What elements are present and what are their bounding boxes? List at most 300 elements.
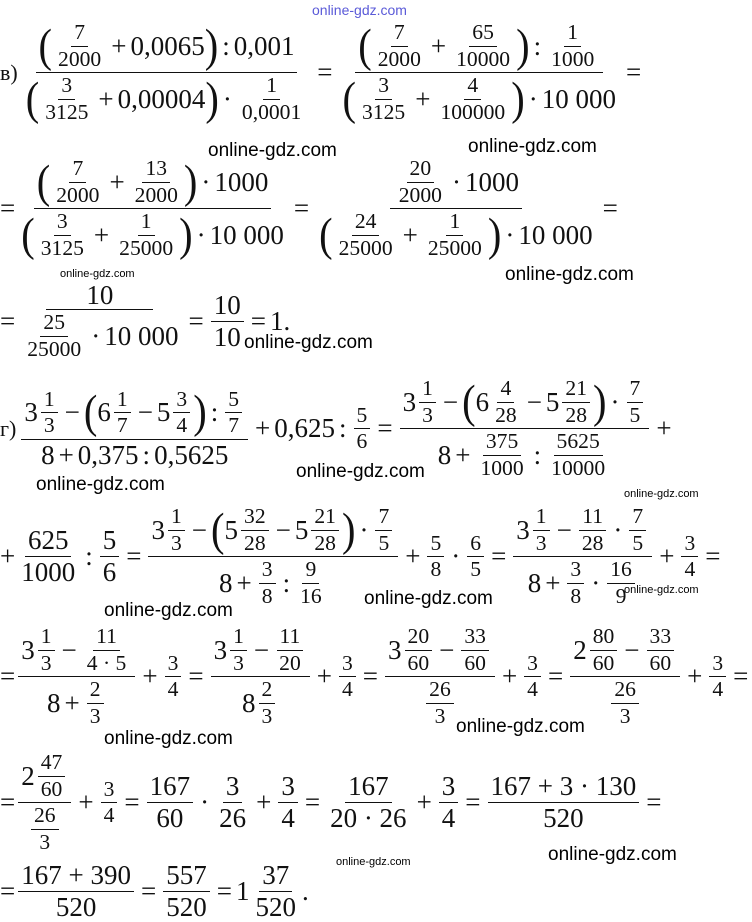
math-token: 3 bbox=[439, 773, 459, 803]
watermark: online-gdz.com bbox=[624, 488, 699, 500]
math-token: : bbox=[533, 30, 542, 61]
math-token: 60 bbox=[649, 650, 672, 675]
math-token: 3 bbox=[39, 829, 51, 854]
math-token: · bbox=[610, 386, 620, 417]
fraction bbox=[116, 211, 176, 259]
math-token: · bbox=[451, 166, 461, 197]
math-token: + bbox=[109, 166, 125, 197]
math-token: 9 bbox=[615, 583, 627, 608]
math-token: + bbox=[111, 30, 127, 61]
math-token: 5 bbox=[470, 557, 482, 582]
math-token: 8 bbox=[527, 567, 542, 598]
math-token: = bbox=[0, 305, 16, 336]
fraction bbox=[42, 75, 91, 123]
fraction bbox=[426, 679, 454, 727]
fraction bbox=[579, 506, 607, 554]
fraction bbox=[425, 211, 485, 259]
math-token: 4 bbox=[712, 677, 724, 702]
math-token: 0,0065 bbox=[130, 30, 205, 61]
math-token: 2000 bbox=[56, 182, 100, 207]
math-token: 0,00004 bbox=[117, 83, 206, 114]
fraction bbox=[627, 378, 644, 426]
math-token: 5 bbox=[632, 530, 644, 555]
math-token: 7 bbox=[627, 378, 644, 403]
math-token: 625 bbox=[25, 527, 72, 557]
math-token: + bbox=[455, 439, 471, 470]
watermark: online-gdz.com bbox=[548, 844, 677, 865]
fraction bbox=[165, 650, 182, 702]
math-token: = bbox=[547, 661, 564, 692]
fraction bbox=[53, 158, 102, 206]
math-token: ) bbox=[593, 375, 607, 428]
fraction bbox=[18, 752, 71, 853]
math-token: 65 bbox=[469, 22, 497, 47]
math-token: 25000 bbox=[27, 336, 82, 361]
math-token: 3 bbox=[402, 386, 417, 417]
fraction bbox=[453, 22, 513, 70]
fraction bbox=[647, 626, 675, 674]
math-token: + bbox=[430, 30, 447, 61]
line-v2 bbox=[0, 155, 622, 261]
fraction bbox=[477, 431, 526, 479]
math-token: · bbox=[200, 787, 210, 818]
fraction bbox=[439, 773, 459, 832]
math-token: 3 bbox=[40, 650, 52, 675]
math-token: ( bbox=[358, 19, 372, 72]
math-token: + bbox=[58, 439, 74, 470]
watermark: online-gdz.com bbox=[364, 588, 493, 609]
math-token: 3 bbox=[21, 634, 35, 665]
math-token: 25 bbox=[40, 312, 68, 337]
fraction bbox=[147, 773, 194, 832]
math-token: 2000 bbox=[58, 46, 102, 71]
fraction bbox=[241, 506, 269, 554]
math-token: 28 bbox=[314, 530, 336, 555]
fraction bbox=[461, 626, 489, 674]
fraction bbox=[278, 773, 298, 832]
math-token: 80 bbox=[590, 626, 618, 651]
math-token: = bbox=[140, 876, 157, 906]
math-token: 1 bbox=[138, 211, 155, 236]
fraction bbox=[18, 155, 287, 261]
math-token: = bbox=[250, 305, 266, 336]
math-token: · bbox=[91, 320, 101, 351]
math-token: · bbox=[196, 219, 206, 250]
math-token: 32 bbox=[241, 506, 269, 531]
math-token: = bbox=[124, 787, 140, 818]
math-token: = bbox=[317, 57, 333, 88]
math-token: + bbox=[501, 661, 518, 692]
math-token: 1 bbox=[419, 378, 436, 403]
math-token: 2 bbox=[87, 679, 104, 704]
math-token: 28 bbox=[581, 530, 604, 555]
math-token: 3 bbox=[213, 634, 228, 665]
line-g5 bbox=[0, 862, 309, 921]
math-token: 26 bbox=[219, 803, 247, 834]
math-token: 3 bbox=[709, 653, 726, 678]
label-g: г) bbox=[0, 415, 17, 441]
math-token: 1000 bbox=[21, 557, 76, 588]
math-token: 3 bbox=[261, 703, 273, 728]
fraction bbox=[18, 626, 135, 727]
math-token: 2 bbox=[21, 760, 35, 791]
math-token: 3 bbox=[259, 559, 276, 584]
fraction bbox=[359, 75, 408, 123]
math-token: ( bbox=[38, 19, 53, 72]
math-token: 100000 bbox=[440, 99, 506, 124]
math-token: + bbox=[402, 219, 418, 250]
math-token: = bbox=[362, 661, 379, 692]
math-token: ) bbox=[204, 19, 219, 72]
math-token: = bbox=[377, 413, 393, 444]
math-token: 5625 bbox=[554, 431, 603, 456]
math-token: 0,5625 bbox=[154, 439, 229, 470]
math-token: 1 bbox=[269, 305, 284, 336]
fraction bbox=[709, 650, 726, 702]
fraction bbox=[488, 773, 640, 832]
math-token: 1 bbox=[114, 389, 131, 414]
math-token: 3 bbox=[101, 779, 118, 804]
math-token: 8 bbox=[437, 439, 452, 470]
math-token: 7 bbox=[116, 413, 128, 438]
fraction bbox=[38, 752, 66, 800]
fraction bbox=[492, 378, 520, 426]
watermark: online-gdz.com bbox=[468, 136, 597, 157]
math-token: · bbox=[528, 83, 538, 114]
math-token: 4 bbox=[167, 677, 179, 702]
fraction bbox=[611, 679, 639, 727]
math-token: 7 bbox=[228, 413, 240, 438]
math-token: 20 bbox=[405, 626, 433, 651]
watermark: online-gdz.com bbox=[624, 584, 699, 596]
watermark: online-gdz.com bbox=[208, 140, 337, 161]
math-token: · bbox=[222, 83, 232, 114]
math-token: + bbox=[93, 219, 110, 250]
fraction bbox=[590, 626, 618, 674]
math-token: . bbox=[283, 305, 291, 336]
math-token: 0,375 bbox=[77, 439, 139, 470]
math-token: 5 bbox=[545, 386, 560, 417]
watermark: online-gdz.com bbox=[244, 332, 373, 353]
math-token: 3 bbox=[567, 559, 584, 584]
math-token: : bbox=[222, 30, 230, 61]
math-token: 5 bbox=[427, 533, 444, 558]
math-token: 60 bbox=[40, 776, 63, 801]
fraction bbox=[84, 626, 130, 674]
watermark: online-gdz.com bbox=[104, 600, 233, 621]
math-token: : bbox=[210, 397, 219, 428]
math-token: 6 bbox=[97, 397, 111, 428]
math-token: 25000 bbox=[119, 235, 174, 260]
fraction bbox=[38, 211, 87, 259]
math-token: 1 bbox=[533, 506, 550, 531]
math-token: 8 bbox=[41, 439, 55, 470]
fraction bbox=[570, 626, 680, 727]
math-token: ) bbox=[205, 72, 219, 125]
math-token: 3125 bbox=[45, 99, 89, 124]
math-token: ) bbox=[516, 19, 530, 72]
fraction bbox=[132, 158, 181, 206]
math-token: 28 bbox=[495, 402, 517, 427]
math-token: ( bbox=[462, 375, 476, 428]
math-token: 8 bbox=[219, 567, 233, 598]
math-token: ) bbox=[193, 385, 207, 438]
fraction bbox=[211, 289, 244, 352]
math-token: 1 bbox=[41, 389, 58, 414]
math-token: + bbox=[545, 567, 561, 598]
math-token: 9 bbox=[302, 559, 319, 584]
math-token: = bbox=[646, 787, 662, 818]
math-token: 10 bbox=[211, 292, 244, 322]
math-token: 4 bbox=[103, 803, 115, 828]
math-token: 4 bbox=[281, 803, 295, 834]
fraction bbox=[467, 530, 484, 582]
math-token: ( bbox=[319, 208, 333, 261]
math-token: = bbox=[602, 193, 618, 224]
math-token: 37 bbox=[259, 862, 292, 892]
math-token: 2000 bbox=[134, 182, 178, 207]
math-token: 1 bbox=[168, 506, 185, 531]
math-token: 2000 bbox=[398, 182, 442, 207]
fraction bbox=[548, 22, 597, 70]
math-token: 5 bbox=[629, 402, 641, 427]
math-token: + bbox=[98, 83, 114, 114]
fraction bbox=[18, 282, 181, 360]
math-token: + bbox=[78, 787, 94, 818]
math-token: 24 bbox=[352, 211, 380, 236]
math-token: 10 bbox=[213, 321, 241, 352]
math-token: 60 bbox=[407, 650, 430, 675]
math-token: + bbox=[656, 413, 672, 444]
math-token: 16 bbox=[300, 583, 322, 608]
math-token: 3 bbox=[681, 533, 698, 558]
fraction bbox=[385, 626, 495, 727]
math-token: ( bbox=[342, 72, 357, 125]
math-token: = bbox=[733, 661, 749, 692]
fraction bbox=[327, 773, 410, 832]
math-token: + bbox=[0, 541, 16, 572]
math-token: 60 bbox=[464, 650, 486, 675]
math-token: 520 bbox=[255, 892, 296, 922]
fraction bbox=[23, 19, 311, 125]
math-token: 8 bbox=[242, 687, 256, 718]
math-token: 3 bbox=[173, 389, 190, 414]
math-token: = bbox=[491, 541, 507, 572]
math-token: 3 bbox=[422, 402, 433, 427]
math-token: : bbox=[339, 413, 347, 444]
math-token: 3 bbox=[89, 703, 101, 728]
math-token: − bbox=[275, 514, 291, 545]
math-token: = bbox=[126, 541, 142, 572]
fraction bbox=[100, 527, 120, 586]
fraction bbox=[173, 386, 190, 438]
math-token: 13 bbox=[142, 158, 170, 183]
math-token: 4 · 5 bbox=[86, 650, 127, 675]
math-token: ( bbox=[83, 385, 98, 438]
math-token: ) bbox=[511, 72, 525, 125]
math-token: 11 bbox=[579, 506, 606, 531]
line-v1 bbox=[0, 19, 645, 125]
math-token: 520 bbox=[166, 892, 207, 922]
math-token: + bbox=[416, 787, 432, 818]
math-token: 3125 bbox=[40, 235, 84, 260]
math-token: 1000 bbox=[464, 166, 519, 197]
math-token: 8 bbox=[261, 583, 273, 608]
math-token: 3 bbox=[375, 75, 392, 100]
math-token: 11 bbox=[93, 626, 120, 651]
math-token: : bbox=[533, 439, 542, 470]
math-token: 28 bbox=[244, 530, 266, 555]
fraction bbox=[427, 530, 444, 582]
math-token: 28 bbox=[565, 402, 588, 427]
math-token: 5 bbox=[156, 397, 171, 428]
math-token: ( bbox=[25, 72, 40, 125]
math-token: 2 bbox=[573, 634, 587, 665]
math-token: 2 bbox=[259, 679, 276, 704]
fraction bbox=[316, 158, 595, 259]
math-token: 6 bbox=[467, 533, 484, 558]
math-token: = bbox=[0, 876, 16, 906]
math-token: + bbox=[64, 687, 80, 718]
math-token: = bbox=[0, 661, 16, 692]
math-token: 5 bbox=[378, 530, 390, 555]
math-token: 10 000 bbox=[209, 219, 284, 250]
fraction bbox=[336, 211, 396, 259]
fraction bbox=[168, 506, 185, 554]
math-token: 8 bbox=[570, 583, 582, 608]
math-token: 3 bbox=[434, 703, 446, 728]
math-token: 1 bbox=[446, 211, 463, 236]
fraction bbox=[629, 506, 646, 554]
math-token: = bbox=[0, 193, 16, 224]
fraction bbox=[524, 650, 541, 702]
math-token: − bbox=[191, 514, 208, 545]
math-token: − bbox=[253, 634, 270, 665]
fraction bbox=[239, 75, 304, 123]
math-token: + bbox=[255, 413, 271, 444]
math-token: 5 bbox=[294, 514, 309, 545]
math-token: · bbox=[613, 514, 623, 545]
math-token: 4 bbox=[441, 803, 456, 834]
math-token: 21 bbox=[562, 378, 590, 403]
math-token: + bbox=[316, 661, 332, 692]
math-token: 3 bbox=[388, 634, 402, 665]
fraction bbox=[225, 386, 242, 438]
math-token: 60 bbox=[156, 803, 184, 834]
math-token: + bbox=[415, 83, 431, 114]
math-token: − bbox=[439, 634, 455, 665]
math-token: + bbox=[236, 567, 252, 598]
math-token: 16 bbox=[607, 559, 635, 584]
math-token: − bbox=[137, 397, 153, 428]
math-token: ( bbox=[36, 155, 51, 208]
math-token: 10000 bbox=[551, 455, 606, 480]
math-token: : bbox=[282, 567, 291, 598]
math-token: 4 bbox=[341, 677, 353, 702]
math-token: 1 bbox=[564, 22, 581, 47]
fraction bbox=[681, 530, 698, 582]
math-token: + bbox=[659, 541, 675, 572]
math-token: 20 bbox=[279, 650, 301, 675]
math-token: 167 + 3 · 130 bbox=[488, 773, 640, 803]
math-token: ( bbox=[21, 208, 35, 261]
math-token: 3 bbox=[54, 211, 71, 236]
fraction bbox=[405, 626, 433, 674]
fraction bbox=[533, 506, 550, 554]
fraction bbox=[548, 431, 608, 479]
watermark: online-gdz.com bbox=[296, 461, 425, 482]
math-token: 60 bbox=[592, 650, 615, 675]
math-token: 0,001 bbox=[233, 30, 295, 61]
math-token: 7 bbox=[69, 158, 86, 183]
math-token: 167 bbox=[345, 773, 392, 803]
math-token: 520 bbox=[543, 803, 584, 834]
fraction bbox=[101, 776, 118, 828]
math-token: 3 bbox=[24, 397, 38, 428]
fraction bbox=[297, 559, 325, 607]
fraction bbox=[38, 626, 55, 674]
math-token: ) bbox=[487, 208, 502, 261]
math-token: 21 bbox=[311, 506, 339, 531]
math-token: 3 bbox=[339, 653, 356, 678]
math-token: 3 bbox=[516, 514, 530, 545]
math-token: − bbox=[61, 634, 77, 665]
math-token: 3 bbox=[278, 773, 298, 803]
math-token: − bbox=[64, 397, 80, 428]
math-token: · bbox=[359, 514, 369, 545]
math-token: − bbox=[624, 634, 640, 665]
math-token: 4 bbox=[497, 378, 514, 403]
math-token: 1 bbox=[263, 75, 280, 100]
math-token: 7 bbox=[375, 506, 392, 531]
math-token: 1000 bbox=[551, 46, 595, 71]
math-token: 26 bbox=[31, 805, 59, 830]
fraction bbox=[18, 527, 78, 586]
math-token: : bbox=[85, 541, 93, 572]
math-token: · bbox=[505, 219, 515, 250]
math-token: 7 bbox=[391, 22, 408, 47]
math-token: 167 + 390 bbox=[18, 862, 134, 892]
math-token: + bbox=[687, 661, 703, 692]
math-token: 1000 bbox=[214, 166, 269, 197]
fraction bbox=[114, 386, 131, 438]
math-token: 5 bbox=[354, 405, 371, 430]
math-token: 557 bbox=[163, 862, 210, 892]
math-token: = bbox=[293, 193, 310, 224]
watermark: online-gdz.com bbox=[60, 268, 135, 280]
math-token: 8 bbox=[430, 557, 442, 582]
math-token: 3 bbox=[151, 514, 165, 545]
math-token: 2000 bbox=[377, 46, 421, 71]
math-token: 1 bbox=[235, 876, 250, 906]
math-token: = bbox=[188, 661, 204, 692]
math-token: 1 bbox=[38, 626, 55, 651]
fraction bbox=[87, 679, 104, 727]
fraction bbox=[148, 503, 398, 608]
math-token: 25000 bbox=[338, 235, 393, 260]
math-token: · bbox=[201, 166, 211, 197]
fraction bbox=[230, 626, 247, 674]
math-token: 3 bbox=[43, 413, 55, 438]
line-g4 bbox=[0, 752, 665, 853]
math-token: . bbox=[301, 876, 309, 906]
fraction bbox=[163, 862, 210, 921]
math-token: ) bbox=[341, 503, 356, 556]
fraction bbox=[354, 402, 371, 454]
fraction bbox=[31, 805, 59, 853]
math-token: 4 bbox=[464, 75, 481, 100]
math-token: 5 bbox=[225, 389, 242, 414]
